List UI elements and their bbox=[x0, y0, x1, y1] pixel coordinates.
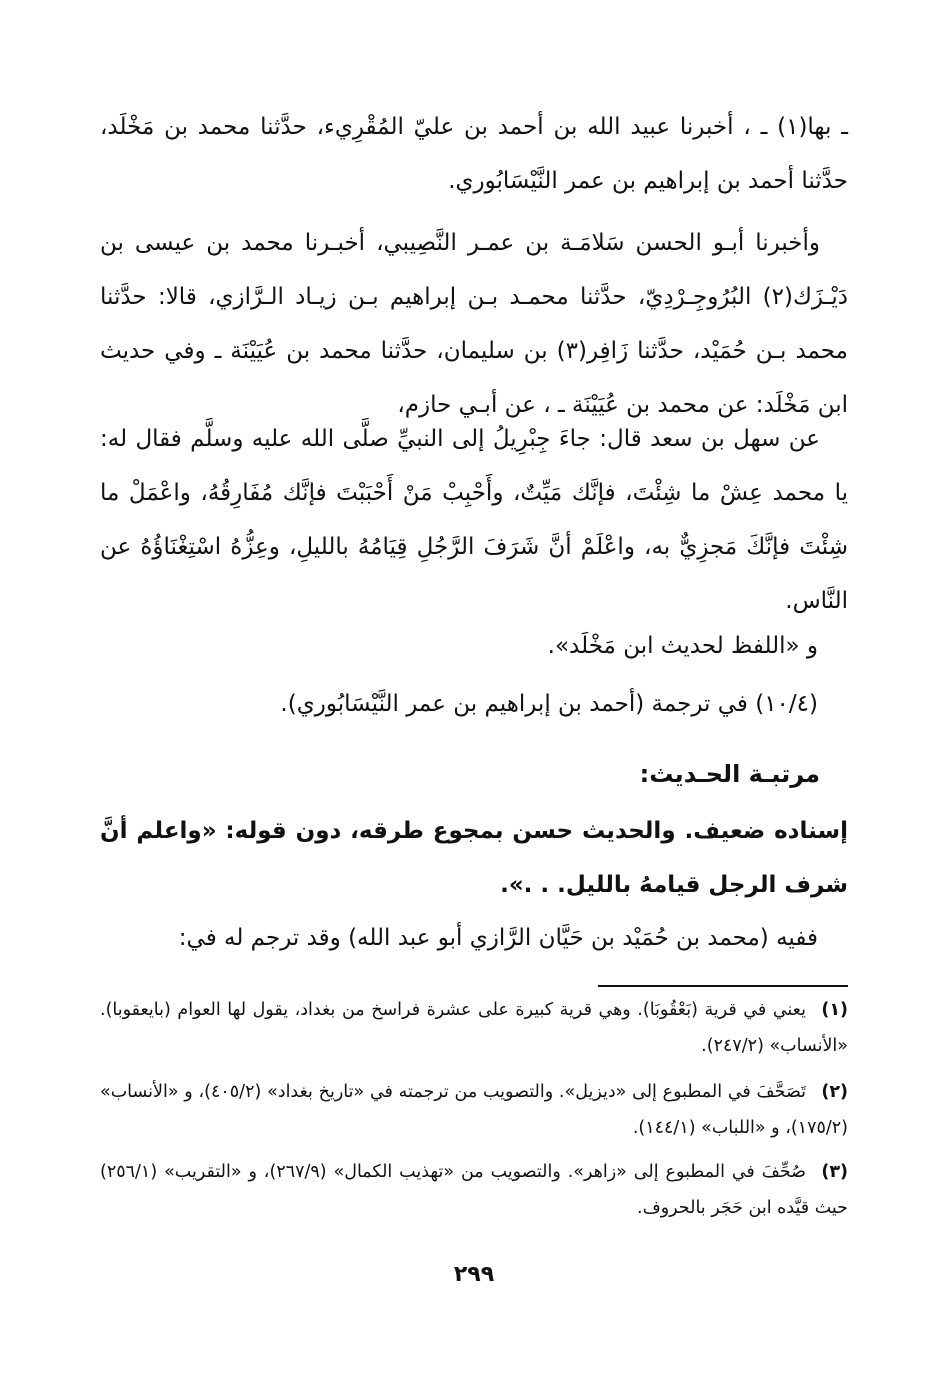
source-reference: (١٠/٤) في ترجمة (أحمد بن إبراهيم بن عمر النَّيْسَابُوري). bbox=[280, 691, 818, 717]
footnote-text: يعني في قرية (بَعْقُوبَا). وهي قرية كبيرة على عشرة فراسخ من بغداد، يقول لها العوام (بايعقوبا). «الأنساب» (٢٤٧/٢). bbox=[100, 1000, 848, 1056]
paragraph-isnad-2: وأخبرنا أبـو الحسن سَلامَـة بن عمـر النَّصِيبي، أخبـرنا محمد بن عيسى بن دَيْـزَك(٢) البُرُوجِـرْدِيّ، حدَّثنا محمـد بـن إبراهيم بـن زيـاد الـرَّازي، قالا: حدَّثنا محمد بـن حُمَيْد، حدَّثنا زَافِر(٣) بن سليمان، حدَّثنا محمد بن عُيَيْنَة ـ وفي حديث ابن مَخْلَد: عن محمد بن عُيَيْنَة ـ ، عن أبـي حازم، bbox=[100, 230, 848, 418]
footnote-text: صُحِّفَ في المطبوع إلى «زاهر». والتصويب من «تهذيب الكمال» (٢٦٧/٩)، و «التقريب» (٢٥٦/١) حيث قيَّده ابن حَجَر بالحروف. bbox=[100, 1162, 848, 1218]
page-number: ٢٩٩ bbox=[453, 1262, 495, 1287]
paragraph-hadith-text: عن سهل بن سعد قال: جاءَ جِبْرِيلُ إلى النبيِّ صلَّى الله عليه وسلَّم فقال له: يا محمد عِشْ ما شِئْتَ، فإنَّك مَيِّتٌ، وأَحْبِبْ مَنْ أَحْبَبْتَ فإنَّك مُفَارِقُهُ، واعْمَلْ ما شِئْتَ فإنَّكَ مَجزِيٌّ به، واعْلَمْ أنَّ شَرَفَ الرَّجُلِ قِيَامُهُ بالليلِ، وعِزُّهُ اسْتِغْنَاؤُهُ عن النَّاس. bbox=[100, 426, 848, 614]
book-page bbox=[100, 0, 848, 1375]
footnote-divider bbox=[598, 985, 848, 987]
footnote-text: تَصَحَّفَ في المطبوع إلى «ديزيل». والتصويب من ترجمته في «تاريخ بغداد» (٤٠٥/٢)، و «الأنساب» (١٧٥/٢)، و «اللباب» (١٤٤/١). bbox=[100, 1082, 848, 1138]
paragraph-grade: إسناده ضعيف. والحديث حسن بمجوع طرقه، دون قوله: «واعلم أنَّ شرف الرجل قيامهُ بالليل. . .». bbox=[100, 818, 848, 898]
footnote-number: (٣) bbox=[821, 1162, 848, 1182]
paragraph-isnad-1: ـ بها(١) ـ ، أخبرنا عبيد الله بن أحمد بن عليّ المُقْرِيء، حدَّثنا محمد بن مَخْلَد، حدَّثنا أحمد بن إبراهيم بن عمر النَّيْسَابُوري. bbox=[100, 114, 848, 194]
footnote-number: (٢) bbox=[821, 1082, 848, 1102]
wording-note: و «اللفظ لحديث ابن مَخْلَد». bbox=[547, 633, 818, 659]
footnote-2 bbox=[100, 1074, 848, 1146]
section-heading-grade: مرتبـة الحـديث: bbox=[639, 760, 820, 788]
footnote-number: (١) bbox=[821, 1000, 848, 1020]
paragraph-narrator-note: ففيه (محمد بن حُمَيْد بن حَيَّان الرَّازي أبو عبد الله) وقد ترجم له في: bbox=[178, 925, 818, 951]
footnote-3 bbox=[100, 1154, 848, 1226]
footnote-1 bbox=[100, 992, 848, 1064]
